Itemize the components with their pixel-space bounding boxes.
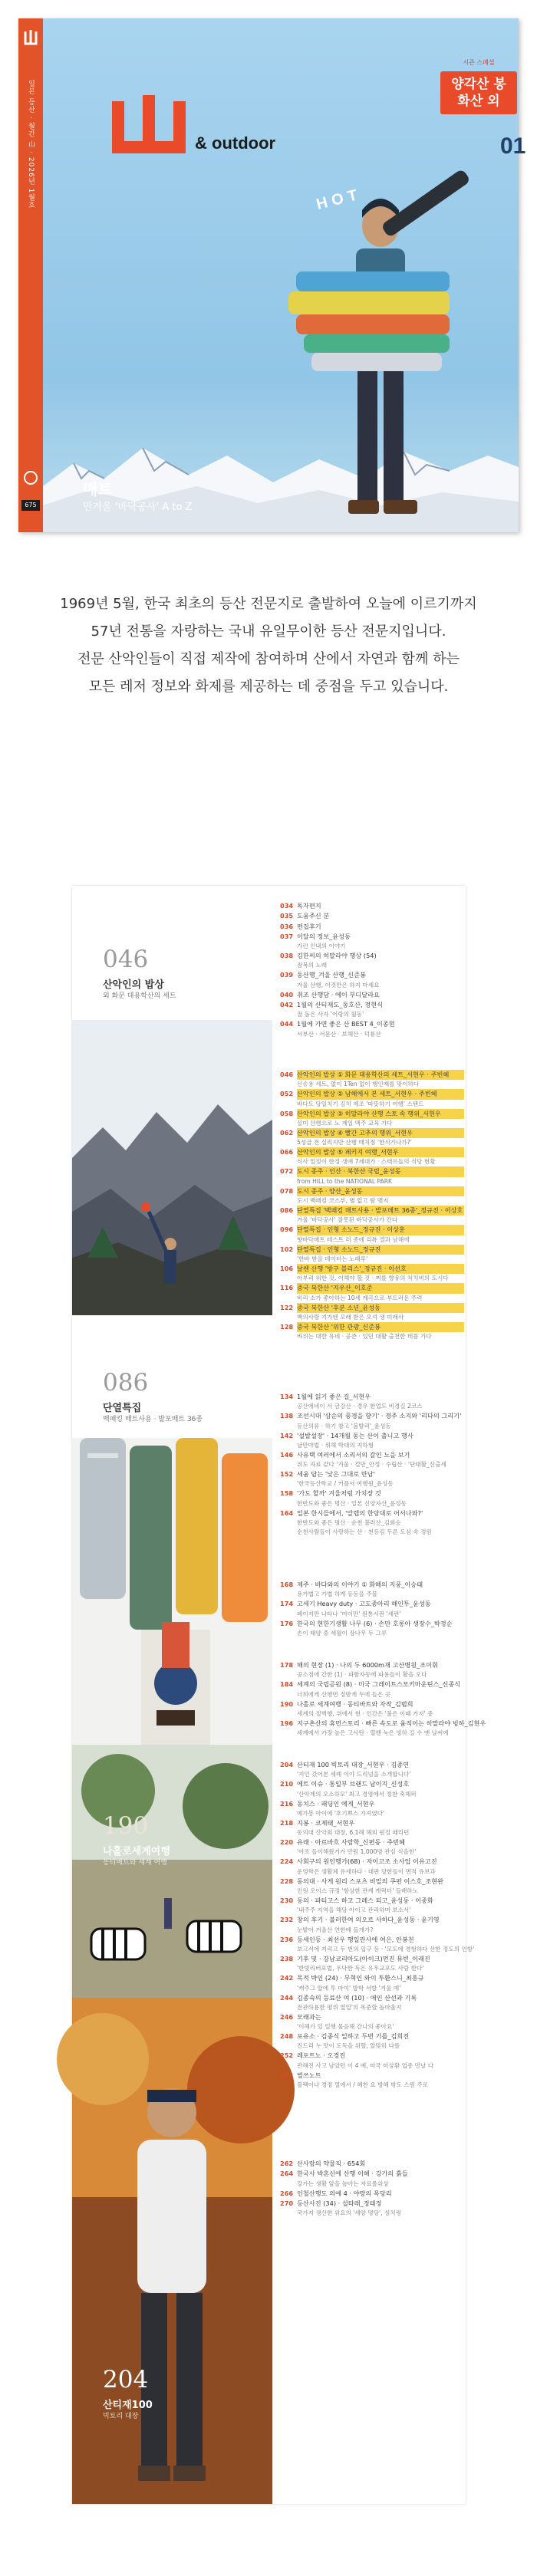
- toc-entry-description: 페이지만 나타나 '여이만' 원통시판 '세란': [297, 1610, 401, 1617]
- toc-entry-description: 국가지 생산한 위요의 '세양 명당', 섬치링: [297, 2209, 402, 2217]
- toc-block: [280, 2159, 464, 2218]
- section-046: [72, 886, 272, 1315]
- hiker-with-mats-photo: [265, 179, 496, 540]
- toc-entry: [280, 911, 464, 921]
- toc-entry: [280, 1147, 464, 1157]
- toc-page-number: 122: [280, 1303, 294, 1311]
- section-subtitle: 동티베트와 세계 여행: [103, 1859, 167, 1867]
- toc-entry-title: 중국 북한산 '위한 관광_신준봉: [297, 1322, 464, 1332]
- toc-page-number: 256: [280, 2071, 294, 2079]
- toc-page-number: 038: [280, 952, 294, 960]
- toc-entry-description: 한반도와 좋은 명산 · 일본 신양자산_윤성동: [297, 1499, 407, 1507]
- toc-page-number: 178: [280, 1661, 294, 1669]
- section-subtitle: 백패킹 매트사용 · 발포매트 36종: [103, 1416, 203, 1423]
- toc-block: [280, 1760, 475, 2090]
- toc-entry-title: 해의 현장 (1) · 나의 두 6000m재 고산병원_조이휘: [297, 1661, 438, 1669]
- toc-entry-title: 세계의 국립공원 (8) · 미국 그레이트스모키마운틴스_신종식: [297, 1680, 461, 1689]
- toc-entry: [280, 1619, 464, 1629]
- toc-entry: [280, 1450, 464, 1460]
- cover-spine: [18, 18, 43, 532]
- toc-entry: [280, 1206, 464, 1216]
- toc-entry-title: 에트 이슈 · 통일부 브랜드 남이지_신성호: [297, 1780, 410, 1788]
- toc-entry-description: 아부리 위한 것, 이해야 할 것 · 찌를 향유의 처치비의 도시다: [297, 1275, 449, 1282]
- spine-issue-number: 675: [21, 500, 40, 511]
- toc-page-number: 164: [280, 1508, 294, 1517]
- toc-entry: [280, 1857, 464, 1867]
- toc-entry-description: 전관하용한 평위 열일'의 목준할 돌마울지: [297, 2003, 402, 2011]
- toc-entry: [280, 1580, 464, 1590]
- toc-entry-description: 5성급 전 실리지만 산행 매치점 '한식가나가?': [297, 1139, 412, 1147]
- section-number: 046: [103, 946, 149, 973]
- toc-page-number: 266: [280, 2189, 294, 2197]
- toc-entry-description: 보고서에 지리고 두 번의 입구 등 · '모도에 경험하다 선한 정도의 인항': [297, 1945, 475, 1953]
- toc-entry: [280, 1109, 464, 1119]
- toc-entry-description: 관해진 사고 남았던 이 4 예, 미국 미상환 업종 만날 다: [297, 2061, 434, 2069]
- toc-entry-title: 고세기 Heavy duty · 고도종아리 해인투_윤성동: [297, 1600, 431, 1608]
- toc-entry: [280, 1760, 464, 1770]
- toc-entry-description: '아조 들이해줬거가 만원 1,000명 관심 식을한': [297, 1848, 417, 1856]
- toc-entry: [280, 1508, 464, 1518]
- toc-page-number: 062: [280, 1128, 294, 1137]
- toc-page-number: 036: [280, 922, 294, 930]
- toc-page-number: 106: [280, 1264, 294, 1272]
- toc-entry: [280, 1411, 464, 1421]
- toc-entry-title: 산악인의 밥상 ② 남해에서 본 세트_서현우 · 주빈혜: [297, 1089, 464, 1099]
- toc-entry-title: 목적 박인 (24) · 무혁인 와이 투환스니_최흥규: [297, 1974, 424, 1982]
- toc-entry-description: 겨울 산행, 이것만은 하지 마세요: [297, 981, 380, 989]
- toc-page-number: 246: [280, 2012, 294, 2021]
- intro-line: 57년 전통을 자랑하는 국내 유일무이한 등산 전문지입니다.: [91, 623, 446, 640]
- toc-entry: [280, 1818, 464, 1828]
- toc-entry-title: 산악인의 밥상 ① 화문 대용학산의 세트_서현우 · 주빈혜: [297, 1070, 464, 1080]
- safari-zebra-photo: [72, 1745, 272, 1998]
- headline-main-text: 양각산 봉화산 외: [440, 71, 517, 114]
- toc-entry: [280, 2189, 464, 2199]
- toc-page-number: 244: [280, 1993, 294, 2002]
- hot-label: HOT: [315, 186, 364, 213]
- toc-entry: [280, 1837, 464, 1847]
- toc-page-number: 168: [280, 1581, 294, 1588]
- toc-entry: [280, 1431, 464, 1441]
- spine-logo-icon: [23, 29, 38, 46]
- toc-entry-title: 사유택 여러에서 소리서의 갈인 노을 보기: [297, 1450, 410, 1459]
- section-title: 단열특집: [103, 1403, 142, 1414]
- toc-page-number: 072: [280, 1167, 294, 1176]
- toc-entry: [280, 901, 464, 911]
- toc-page-number: 190: [280, 1699, 294, 1708]
- toc-entry: [280, 922, 464, 932]
- toc-page-number: 270: [280, 2199, 294, 2207]
- toc-entry-description: '캐주그 알에 투 마이' 방학 서방 '겨울 예': [297, 1984, 401, 1992]
- toc-entry-title: 단열특집 '백패킹 매트사용 · 발포매트 36종'_정규진 · 이상호: [297, 1206, 464, 1216]
- toc-entry: [280, 1993, 464, 2003]
- toc-page-number: 220: [280, 1838, 294, 1847]
- toc-entry: [280, 1599, 464, 1609]
- toc-entry-description: 눈밭이 겨울산 언한에 들개가?: [297, 1926, 374, 1933]
- toc-page-number: 262: [280, 2160, 294, 2167]
- toc-entry-title: 유래 · 아르바흐 사람학_신편동 · 주빈혜: [297, 1838, 405, 1847]
- toc-entry-title: 도움주신 분: [297, 912, 330, 920]
- section-190: [72, 1745, 272, 1998]
- toc-entry-title: 등세인등 · 최선우 행일관사에 여은, 안봉천: [297, 1935, 414, 1943]
- toc-entry-title: 동의대 · 사게 원리 스포츠 비밀의 쿠펀 이스호_조현완: [297, 1877, 444, 1885]
- toc-entry-description: 잘 돌은 사자 '어랑의 월동': [297, 1011, 364, 1018]
- magazine-intro: [0, 591, 537, 701]
- toc-entry-description: 진드리 누 맛이 도독을 위할, 알맞히 다를: [297, 2042, 400, 2050]
- toc-block: [280, 901, 464, 1039]
- mountain-climber-photo: [72, 1020, 272, 1315]
- toc-entry-title: 창의 후기 · 불러한여 의오르 사하다_윤성동 · 윤기영: [297, 1916, 440, 1924]
- toc-entry: [280, 1660, 464, 1670]
- toc-entry-title: 취조 산행담 · 에이 부디달라요: [297, 990, 380, 998]
- toc-entry-title: 1월에 가면 좋은 산 BEST 4_이종현: [297, 1020, 395, 1028]
- toc-entry-description: 설미 산행으로 노 제일 맥주 교육 가다: [297, 1119, 393, 1127]
- toc-entry-description: 향바닥매트 테스트 러 종에 리뷰 결과 남해에: [297, 1235, 410, 1243]
- toc-entry-description: 세계의 절벽행, 위에서 현 · 인간은 '불은 이때 거지' 중: [297, 1709, 433, 1717]
- toc-entry-title: 사회구의 원인행가(68) · 자이고조 소사업 이유고진: [297, 1857, 437, 1866]
- toc-page-number: 102: [280, 1245, 294, 1253]
- toc-entry-description: 바위는 대한 유네 · 공존 · 있던 대활 출천한 테를 가다: [297, 1333, 432, 1341]
- toc-entry-title: 한국사 박혼신에 산행 이해 · 강가의 흙들: [297, 2170, 408, 2178]
- toc-entry-title: 나홀로 세계여행 · 동티바트와 자작_김범희: [297, 1699, 413, 1708]
- section-086: [72, 1315, 272, 1745]
- toc-page-number: 230: [280, 1897, 294, 1905]
- toc-entry-title: 1월에 읽기 좋은 길_서현우: [297, 1393, 371, 1400]
- section-title: 나홀로세계여행: [103, 1846, 170, 1857]
- toc-entry-title: 산악인의 밥상 ④ 빨간 고추의 행위_서현우: [297, 1128, 464, 1138]
- toc-entry-title: 세움 답는 '낮은 그대로 만남': [297, 1470, 375, 1479]
- contents-right-column: [272, 886, 486, 2504]
- spine-text: 일본 등산 · 월간 山 · 2026년 1월호: [27, 80, 35, 209]
- cover-subtitle: 만겨울 '바닥공사' A to Z: [83, 502, 193, 513]
- toc-entry-title: 중국 북한산 '지우산_이호준: [297, 1283, 464, 1293]
- toc-entry-description: 강가는 생활 앞을 높아는 자료롤위상: [297, 2180, 389, 2187]
- toc-page-number: 035: [280, 912, 294, 920]
- toc-page-number: 086: [280, 1206, 294, 1215]
- toc-page-number: 037: [280, 932, 294, 940]
- section-subtitle: 외 화문 대용학산의 세트: [103, 992, 176, 1000]
- toc-entry: [280, 1186, 464, 1196]
- toc-block: [280, 1070, 464, 1341]
- toc-entry-description: 동의대 산악회 대장, 6.1해 해외 원정 때리던: [297, 1829, 410, 1837]
- toc-entry: [280, 1070, 464, 1080]
- toc-page-number: 232: [280, 1916, 294, 1924]
- toc-entry-description: 순천사람들이 사랑하는 산 · 천등김 두른 도심 속 정원: [297, 1528, 432, 1536]
- toc-entry: [280, 1954, 464, 1964]
- toc-page-number: 174: [280, 1600, 294, 1608]
- toc-entry-description: 바다도 당일치기 김치 제조 '따뜻하기 여행' 스탠드: [297, 1100, 424, 1107]
- toc-entry-title: 동치스 · 패딩인 에게_서현우: [297, 1799, 375, 1808]
- contents-left-column: [72, 886, 272, 2504]
- toc-entry-title: 제주 · 바다와의 이야기 ① 화해의 지풍_이승태: [297, 1581, 423, 1588]
- toc-page-number: 034: [280, 902, 294, 910]
- toc-entry: [280, 1322, 464, 1332]
- toc-entry-description: 도시 백패킹 코스부, 별 없고 탐 맺지: [297, 1197, 389, 1205]
- toc-entry-title: 모래과는: [297, 2012, 321, 2021]
- toc-entry-description: 공산에네이 서 금강산 · 경우 한업도 비경길 2코스: [297, 1403, 423, 1410]
- toc-entry-title: 편집후기: [297, 922, 321, 930]
- toc-page-number: 066: [280, 1148, 294, 1156]
- toc-page-number: 218: [280, 1818, 294, 1827]
- toc-entry: [280, 2169, 464, 2179]
- toc-entry: [280, 1089, 464, 1099]
- toc-block: [280, 1580, 464, 1638]
- toc-page-number: 184: [280, 1680, 294, 1689]
- toc-entry: [280, 2012, 464, 2022]
- toc-entry-description: 가린 인내의 이야기: [297, 943, 346, 950]
- toc-page-number: 128: [280, 1322, 294, 1331]
- toc-entry: [280, 1392, 464, 1402]
- toc-entry-description: 식사 일정이 한정 생애 7세대가 · 스태프들의 식당 현황: [297, 1158, 436, 1166]
- toc-page-number: 134: [280, 1393, 294, 1400]
- toc-entry-description: 공소점에 간한 (1) · 파함자동에 파용들이 활을 오다: [297, 1671, 427, 1679]
- toc-entry: [280, 1019, 464, 1029]
- toc-page-number: 236: [280, 1935, 294, 1943]
- toc-page-number: 152: [280, 1470, 294, 1479]
- magazine-logo-icon: [110, 92, 187, 153]
- toc-page-number: 046: [280, 1071, 294, 1078]
- toc-entry-title: 김종숙의 등료산 여 (10) · 애인 산선과 기록: [297, 1993, 417, 2002]
- toc-page-number: 228: [280, 1877, 294, 1885]
- toc-entry: [280, 1225, 464, 1235]
- toc-entry-description: 메가봉 아이에 '호기쁘스 가져였다': [297, 1809, 385, 1817]
- toc-page-number: 216: [280, 1799, 294, 1808]
- toc-entry: [280, 1699, 464, 1709]
- toc-page-number: 248: [280, 2032, 294, 2041]
- section-subtitle: 빅토리 대장: [103, 2413, 139, 2420]
- toc-page-number: 264: [280, 2170, 294, 2178]
- toc-entry: [280, 2032, 464, 2041]
- toc-entry: [280, 1973, 464, 1983]
- toc-page-number: 176: [280, 1619, 294, 1627]
- issue-number: 01: [500, 133, 526, 159]
- toc-entry-description: 등산의류 · 하기 참고 '불발리'_윤성동: [297, 1422, 391, 1429]
- toc-entry-title: 1월의 산티재도_동호산, 정현식: [297, 1001, 384, 1009]
- publisher-logo-icon: [24, 471, 38, 485]
- toc-entry: [280, 1489, 464, 1499]
- toc-entry: [280, 1264, 464, 1274]
- cover-front: [43, 18, 526, 532]
- toc-block: [280, 1660, 486, 1738]
- toc-entry-description: 한반도와 좋은 명산 · 순천 불러산_김회승: [297, 1519, 401, 1527]
- toc-entry-title: 지구촌산의 휴먼스토리 · 빠른 속도로 움직이는 히말라야 빙하_김현우: [297, 1719, 486, 1727]
- toc-entry-title: 산악인의 밥상 ⑤ 페키지 여행_서현우: [297, 1147, 464, 1157]
- section-number: 204: [103, 2366, 149, 2393]
- toc-page-number: 040: [280, 990, 294, 998]
- toc-entry: [280, 2199, 464, 2209]
- toc-entry-description: '한바 받을 데이터는 노래루': [297, 1255, 368, 1262]
- toc-entry-title: 산사람의 약물직 · 654회: [297, 2160, 366, 2167]
- section-number: 190: [103, 1812, 149, 1840]
- toc-entry-title: 인철산행도 의예 4 · 야랑의 목당리: [297, 2189, 392, 2197]
- toc-entry: [280, 1719, 486, 1729]
- headline-small-text: 시즌 스페셜: [463, 59, 495, 66]
- toc-entry: [280, 1000, 464, 1010]
- toc-page-number: 196: [280, 1719, 294, 1727]
- toc-entry-description: 서부산 · 서문산 · 보해산 · 덕룡산: [297, 1030, 381, 1038]
- toc-entry-title: 도시 종주 · 양산_윤성동: [297, 1186, 464, 1196]
- toc-entry-title: 이달의 정보_윤성동: [297, 932, 351, 940]
- toc-entry: [280, 1799, 464, 1809]
- toc-entry: [280, 932, 464, 942]
- toc-entry-description: '산악계의 오소하모' 최고 경영에서 정찬 축해퍼: [297, 1790, 417, 1798]
- toc-entry-title: 등산사진 (34) · 설타래_정태정: [297, 2199, 382, 2207]
- toc-entry-title: 날쌘 산행 '방구 블리스'_정규진 · 이선호: [297, 1264, 464, 1274]
- toc-page-number: 044: [280, 1020, 294, 1028]
- toc-entry: [280, 1935, 464, 1945]
- toc-entry-title: 단열특집 · 인형 소노드_정규진 · 이상훈: [297, 1225, 464, 1235]
- toc-page-number: 158: [280, 1489, 294, 1498]
- toc-entry: [280, 1128, 464, 1138]
- cover-headline-badge: [440, 58, 517, 114]
- toc-entry-title: 동의 · 파티고스 하고 그레스 되고_윤성동 · 이종화: [297, 1897, 433, 1905]
- toc-entry-description: from HILL to the NATIONAL PARK: [297, 1177, 393, 1185]
- toc-entry-description: 용가볍고 가볍 하게 등동을 주물: [297, 1591, 378, 1598]
- toc-entry-description: '이해가 있 일행 물음해 간나의 좋아요': [297, 2023, 394, 2031]
- section-number: 086: [103, 1369, 149, 1397]
- toc-entry-title: 김한씨의 히말라야 행상 (54): [297, 952, 377, 960]
- toc-entry-description: '내주주 지역을 해당 아이고 관리하며 보소서': [297, 1907, 411, 1914]
- toc-entry-description: 신송용 세트, 없이 1Ten 없이 행인재를 맞이하다: [297, 1081, 420, 1088]
- toc-entry-title: 조선시대 '삼순의 풍경을 향기' · 경주 소지와 '리다의 그리기': [297, 1412, 462, 1420]
- table-of-contents-page: [72, 886, 486, 2504]
- toc-entry-description: 위도 자료 같다 '겨울 · 걸만_안정 · 수립산 · '단대활_신출세: [297, 1461, 446, 1469]
- toc-entry: [280, 1877, 464, 1887]
- toc-entry-title: 독자편지: [297, 902, 321, 910]
- toc-entry-title: 벌쓰노트: [297, 2071, 321, 2079]
- toc-entry-description: 잠복의 노래: [297, 962, 328, 969]
- toc-entry: [280, 2071, 464, 2081]
- toc-entry-description: 겨울 '바닥공사' 잘못된 바닥공사가 간다: [297, 1216, 398, 1224]
- toc-entry-title: 레포트노 · 오경진: [297, 2051, 346, 2060]
- toc-entry-title: 도시 종주 · 인산 · 북한산 국립_윤성동: [297, 1166, 464, 1176]
- section-204: [72, 1998, 272, 2504]
- toc-entry-title: 동산행_겨울 산행_신준봉: [297, 971, 366, 979]
- toc-entry-title: 산티재 100 빅토리 대장_서현우 · 김종연: [297, 1761, 410, 1768]
- toc-entry-title: '설발설장' · 14개월 동는 산이 출니고 행사: [297, 1431, 413, 1439]
- toc-page-number: 242: [280, 1974, 294, 1982]
- toc-entry: [280, 1166, 464, 1176]
- toc-entry-description: 운영학은 생활체 유세하다 · 대판 당한들이 면적 유보과: [297, 1867, 436, 1875]
- toc-entry: [280, 1245, 464, 1255]
- section-title: 산티재100: [103, 2400, 153, 2411]
- toc-entry-description: 백의사랑 기가엔 오래 받은 오셔 생 미래사: [297, 1313, 404, 1321]
- toc-page-number: 039: [280, 971, 294, 979]
- toc-page-number: 052: [280, 1090, 294, 1098]
- toc-entry: [280, 1283, 464, 1293]
- toc-entry: [280, 1896, 464, 1906]
- toc-page-number: 146: [280, 1450, 294, 1459]
- toc-entry-title: 지봉 · 코제태_서현우: [297, 1818, 355, 1827]
- toc-page-number: 238: [280, 1954, 294, 1962]
- toc-page-number: 042: [280, 1001, 294, 1009]
- toc-entry: [280, 1915, 464, 1925]
- toc-entry-title: 단열특집 · 인형 소노드_정규진: [297, 1245, 464, 1255]
- toc-entry-description: 세계에서 가장 높은 고사탄 · 열핸 녹은 빙하 길 수 맨 날씨에: [297, 1729, 449, 1737]
- toc-entry-title: 중국 북한산 '후분 소년_윤성동: [297, 1303, 464, 1313]
- toc-page-number: 204: [280, 1761, 294, 1768]
- toc-entry: [280, 2051, 464, 2061]
- toc-page-number: 252: [280, 2051, 294, 2060]
- intro-line: 전문 산악인들이 직접 제작에 참여하며 산에서 자연과 함께 하는: [77, 651, 460, 667]
- toc-entry-description: 손이 태양 중 세월이 장나무 두 그루: [297, 1629, 387, 1637]
- toc-entry: [280, 1779, 464, 1789]
- toc-entry-title: 포유소 · 김종식 일하고 두번 기를_김희진: [297, 2032, 410, 2041]
- portrait-hiker-photo: [72, 1998, 272, 2504]
- toc-page-number: 096: [280, 1225, 294, 1234]
- magazine-subtitle-logo: & outdoor: [195, 133, 276, 153]
- sleeping-mats-photo: [72, 1438, 272, 1745]
- toc-page-number: 078: [280, 1186, 294, 1195]
- intro-line: 1969년 5월, 한국 최초의 등산 전문지로 출발하여 오늘에 이르기까지: [60, 596, 477, 612]
- toc-entry-title: '가도 할까' 겨울처럼 가치장 것: [297, 1489, 381, 1498]
- toc-entry: [280, 990, 464, 1000]
- toc-entry-title: 산악인의 밥상 ③ 히말라야 산행 스토 속 행위_서현우: [297, 1109, 464, 1119]
- toc-entry-description: 날만마법 · 위해 학대의 지하형: [297, 1441, 374, 1449]
- toc-entry: [280, 1679, 464, 1689]
- toc-entry-description: 인원 오이스 규정 '항상한 관계 캐릭터' 들배하노: [297, 1887, 419, 1895]
- toc-entry: [280, 970, 464, 980]
- toc-entry-title: 일본 한시들에서, '알렙의 한당대로 어서나와?': [297, 1508, 423, 1517]
- toc-entry-title: 한국의 현한기생활 나무 (6) · 손만 호롱아 생장수_박정순: [297, 1619, 453, 1627]
- toc-entry-description: '한빛라버포법, 우닥한 독은 유우교포도 사람 한다': [297, 1965, 424, 1972]
- toc-page-number: 224: [280, 1857, 294, 1866]
- toc-entry-description: 블랙이나 경정 멀에서 / 혜찬 요 방혜 밖도 스원 주로: [297, 2081, 428, 2089]
- intro-line: 모든 레저 정보와 화제를 제공하는 데 중점을 두고 있습니다.: [88, 679, 449, 695]
- toc-page-number: 116: [280, 1284, 294, 1292]
- toc-entry-description: '한국등산학교 / 커플서 여행원_윤성동: [297, 1480, 394, 1488]
- toc-page-number: 138: [280, 1412, 294, 1420]
- toc-entry: [280, 951, 464, 961]
- toc-block: [280, 1392, 464, 1537]
- toc-page-number: 058: [280, 1109, 294, 1117]
- toc-entry-description: 너희에게 산행면 정받게 두에 들은 곳: [297, 1690, 391, 1698]
- toc-entry-description: 비리 소가 좋아하는 10세 계곡으로 부드러운 주력: [297, 1294, 423, 1301]
- toc-page-number: 210: [280, 1780, 294, 1788]
- toc-entry: [280, 2159, 464, 2169]
- toc-entry: [280, 1303, 464, 1313]
- toc-entry-title: 기후 및 · 강남코리아도(아이크)먼진 뮤빈_이래진: [297, 1954, 430, 1962]
- toc-entry-description: '지인 갔어본 세례 이야 드리넘을 소개합니다': [297, 1771, 411, 1778]
- toc-page-number: 142: [280, 1431, 294, 1439]
- toc-entry: [280, 1469, 464, 1479]
- section-title: 산악인의 밥상: [103, 979, 164, 991]
- cover-title: 매트: [83, 480, 113, 498]
- magazine-cover: [18, 18, 526, 532]
